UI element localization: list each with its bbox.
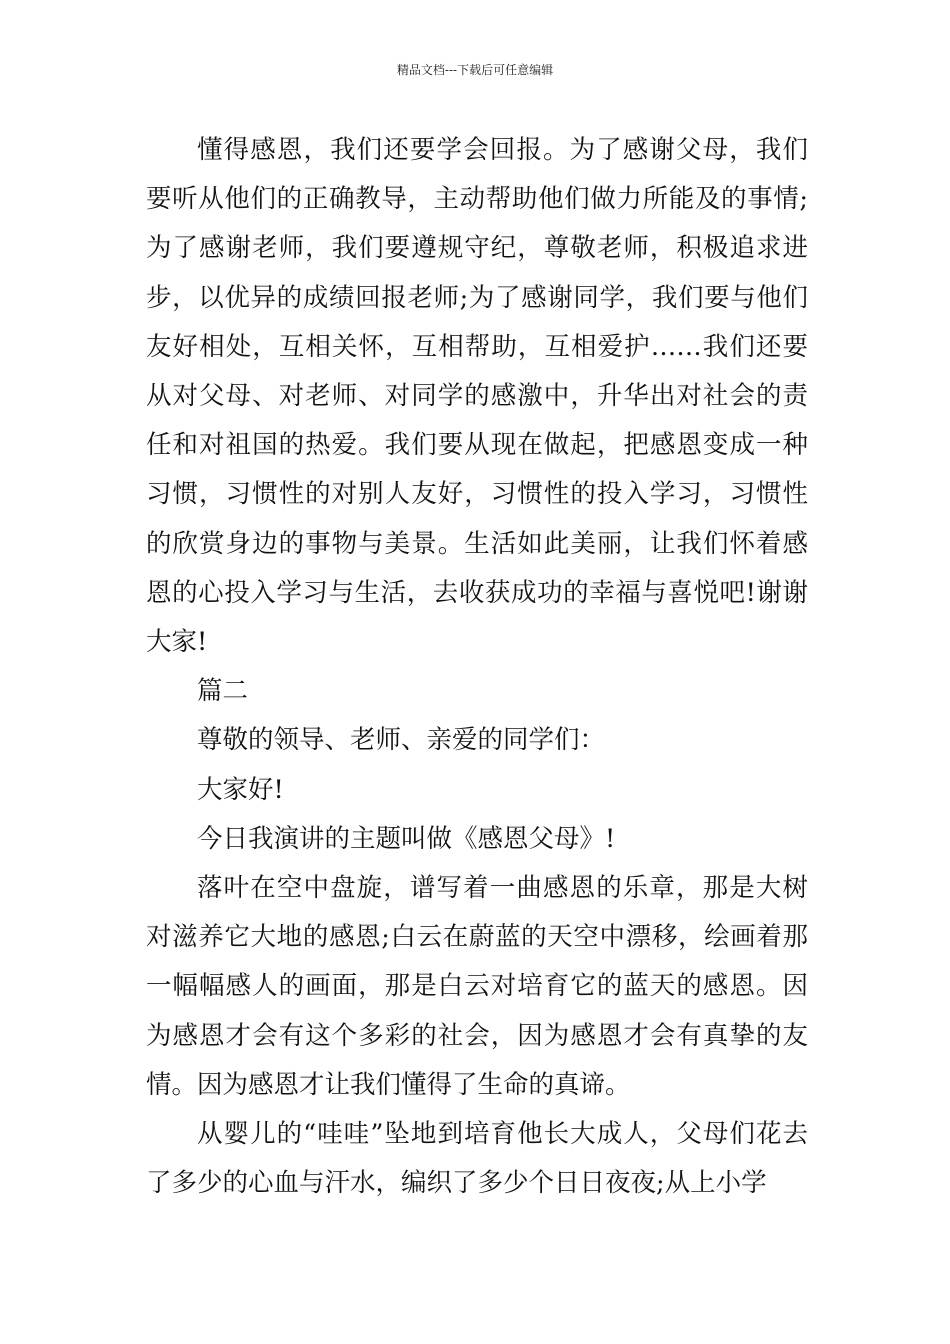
- page-header: 精品文档---下载后可任意编辑: [396, 63, 554, 77]
- section-heading-part-two: 篇二: [197, 676, 249, 707]
- paragraph-greeting: 大家好!: [197, 774, 284, 805]
- paragraph-gratitude-repay: 懂得感恩，我们还要学会回报。为了感谢父母，我们要听从他们的正确教导，主动帮助他们做力所能及的事情;为了感谢老师，我们要遵规守纪，尊敬老师，积极追求进步，以优异的成绩回报老师;为了感谢同学，我们要与他们友好相处，互相关怀，互相帮助，互相爱护……我们还要从对父母、对老师、对同学的感激中，升华出对社会的责任和对祖国的热爱。我们要从现在做起，把感恩变成一种习惯，习惯性的对别人友好，习惯性的投入学习，习惯性的欣赏身边的事物与美景。生活如此美丽，让我们怀着感恩的心投入学习与生活，去收获成功的幸福与喜悦吧!谢谢大家!: [146, 135, 808, 658]
- paragraph-speech-topic: 今日我演讲的主题叫做《感恩父母》!: [197, 823, 616, 854]
- paragraph-salutation: 尊敬的领导、老师、亲爱的同学们：: [197, 725, 606, 756]
- paragraph-falling-leaves: 落叶在空中盘旋，谱写着一曲感恩的乐章，那是大树对滋养它大地的感恩;白云在蔚蓝的天空中漂移，绘画着那一幅幅感人的画面，那是白云对培育它的蓝天的感恩。因为感恩才会有这个多彩的社会，因为感恩才会有真挚的友情。因为感恩才让我们懂得了生命的真谛。: [146, 873, 808, 1100]
- paragraph-parents-effort: 从婴儿的“哇哇”坠地到培育他长大成人，父母们花去了多少的心血与汗水，编织了多少个日日夜夜;从上小学: [146, 1119, 808, 1199]
- document-body: [146, 126, 808, 1208]
